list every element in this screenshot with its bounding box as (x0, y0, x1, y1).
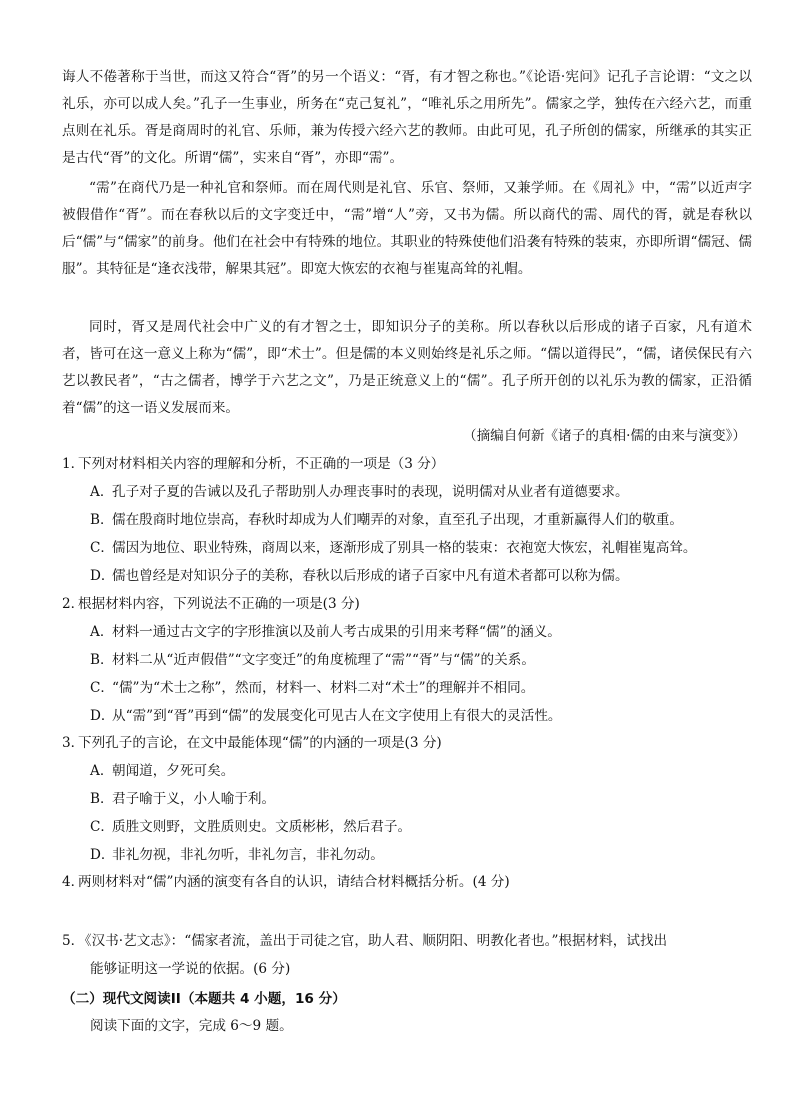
option-letter: D． (90, 847, 115, 863)
option-c[interactable] (62, 534, 762, 562)
question-number: 3． (62, 735, 85, 751)
passage-paragraph-3-text: 同时，胥又是周代社会中广义的有才智之士，即知识分子的美称。所以春秋以后形成的诸子百家，凡有道术者，皆可在这一意义上称为“儒”，即“术士”。但是儒的本义则始终是礼乐之师。“儒以道得民”，“儒，诸侯保民有六艺以教民者”，“古之儒者，博学于六艺之文”，乃是正统意义上的“儒”。孔子所开创的以礼乐为教的儒家，正沿循着“儒”的这一语义发展而来。 (62, 319, 752, 416)
question-text: 下列对材料相关内容的理解和分析，不正确的一项是（3 分） (78, 456, 445, 472)
question-1 (62, 450, 762, 590)
option-letter: D． (90, 708, 115, 724)
option-text: 君子喻于义，小人喻于利。 (112, 791, 276, 807)
question-number: 4． (62, 874, 85, 890)
option-d[interactable] (62, 841, 762, 869)
option-text: 儒因为地位、职业特殊，商周以来，逐渐形成了别具一格的装束：衣袍宽大恢宏，礼帽崔嵬高耸。 (112, 540, 697, 556)
question-5 (62, 927, 762, 983)
option-letter: A． (90, 484, 114, 500)
question-3-stem (62, 729, 762, 757)
option-c[interactable] (62, 813, 762, 841)
question-text: 两则材料对“儒”内涵的演变有各自的认识，请结合材料概括分析。(4 分) (78, 874, 510, 890)
question-5-stem (62, 927, 762, 955)
option-a[interactable] (62, 618, 762, 646)
option-text: 孔子对子夏的告诫以及孔子帮助别人办理丧事时的表现，说明儒对从业者有道德要求。 (112, 484, 629, 500)
option-text: “儒”为“术士之称”，然而，材料一、材料二对“术士”的理解并不相同。 (112, 680, 535, 696)
option-b[interactable] (62, 646, 762, 674)
option-d[interactable] (62, 562, 762, 590)
question-text: 下列孔子的言论，在文中最能体现“儒”的内涵的一项是(3 分) (78, 735, 442, 751)
question-text-line-2: 能够证明这一学说的依据。(6 分) (90, 961, 291, 977)
option-letter: A． (90, 624, 114, 640)
question-4-stem (62, 868, 762, 896)
question-4 (62, 868, 762, 896)
question-number: 1． (62, 456, 85, 472)
option-letter: A． (90, 763, 114, 779)
passage-paragraph-1 (62, 64, 752, 172)
option-letter: D． (90, 568, 115, 584)
section-instruction: 阅读下面的文字，完成 6～9 题。 (90, 1018, 293, 1034)
option-text: 质胜文则野，文胜质则史。文质彬彬，然后君子。 (112, 819, 412, 835)
option-text: 儒在殷商时地位崇高，春秋时却成为人们嘲弄的对象，直至孔子出现，才重新赢得人们的敬重。 (112, 512, 683, 528)
option-b[interactable] (62, 785, 762, 813)
option-a[interactable] (62, 757, 762, 785)
option-text: 朝闻道，夕死可矣。 (112, 763, 235, 779)
option-text: 从“需”到“胥”再到“儒”的发展变化可见古人在文字使用上有很大的灵活性。 (112, 708, 562, 724)
option-letter: C． (90, 540, 114, 556)
question-2 (62, 590, 762, 730)
question-2-stem (62, 590, 762, 618)
option-text: 材料一通过古文字的字形推演以及前人考古成果的引用来考释“儒”的涵义。 (112, 624, 561, 640)
question-text: 根据材料内容，下列说法不正确的一项是(3 分) (78, 596, 360, 612)
passage-source: （摘编自何新《诸子的真相·儒的由来与演变》） (463, 428, 746, 444)
passage-paragraph-1-text: 诲人不倦著称于当世，而这又符合“胥”的另一个语义：“胥，有才智之称也。”《论语·宪问》记孔子言论谓：“文之以礼乐，亦可以成人矣。”孔子一生事业，所务在“克己复礼”，“唯礼乐之用所先”。儒家之学，独传在六经六艺，而重点则在礼乐。胥是商周时的礼官、乐师，兼为传授六经六艺的教师。由此可见，孔子所创的儒家，所继承的其实正是古代“胥”的文化。所谓“儒”，实来自“胥”，亦即“需”。 (62, 69, 752, 166)
question-number: 2． (62, 596, 85, 612)
section-heading: （二）现代文阅读II（本题共 4 小题，16 分） (62, 991, 346, 1007)
option-letter: C． (90, 819, 114, 835)
option-letter: B． (90, 512, 114, 528)
question-3 (62, 729, 762, 869)
option-d[interactable] (62, 702, 762, 730)
option-text: 材料二从“近声假借”“文字变迁”的角度梳理了“需”“胥”与“儒”的关系。 (112, 652, 535, 668)
passage-paragraph-2-text: “需”在商代乃是一种礼官和祭师。而在周代则是礼官、乐官、祭师，又兼学师。在《周礼》中，“需”以近声字被假借作“胥”。而在春秋以后的文字变迁中，“需”增“人”旁，又书为儒。所以商代的需、周代的胥，就是春秋以后“儒”与“儒家”的前身。他们在社会中有特殊的地位。其职业的特殊使他们沿袭有特殊的装束，亦即所谓“儒冠、儒服”。其特征是“逢衣浅带，解果其冠”。即宽大恢宏的衣袍与崔嵬高耸的礼帽。 (62, 180, 752, 277)
passage-paragraph-3 (62, 314, 752, 422)
option-a[interactable] (62, 478, 762, 506)
question-text-line-1: 《汉书·艺文志》：“儒家者流，盖出于司徒之官，助人君、顺阴阳、明教化者也。”根据材料，试找出 (78, 933, 668, 949)
option-letter: C． (90, 680, 114, 696)
option-letter: B． (90, 791, 114, 807)
passage-paragraph-2 (62, 175, 752, 283)
option-c[interactable] (62, 674, 762, 702)
option-letter: B． (90, 652, 114, 668)
option-text: 非礼勿视，非礼勿听，非礼勿言，非礼勿动。 (112, 847, 384, 863)
question-number: 5． (62, 933, 85, 949)
question-1-stem (62, 450, 762, 478)
option-text: 儒也曾经是对知识分子的美称，春秋以后形成的诸子百家中凡有道术者都可以称为儒。 (112, 568, 629, 584)
option-b[interactable] (62, 506, 762, 534)
